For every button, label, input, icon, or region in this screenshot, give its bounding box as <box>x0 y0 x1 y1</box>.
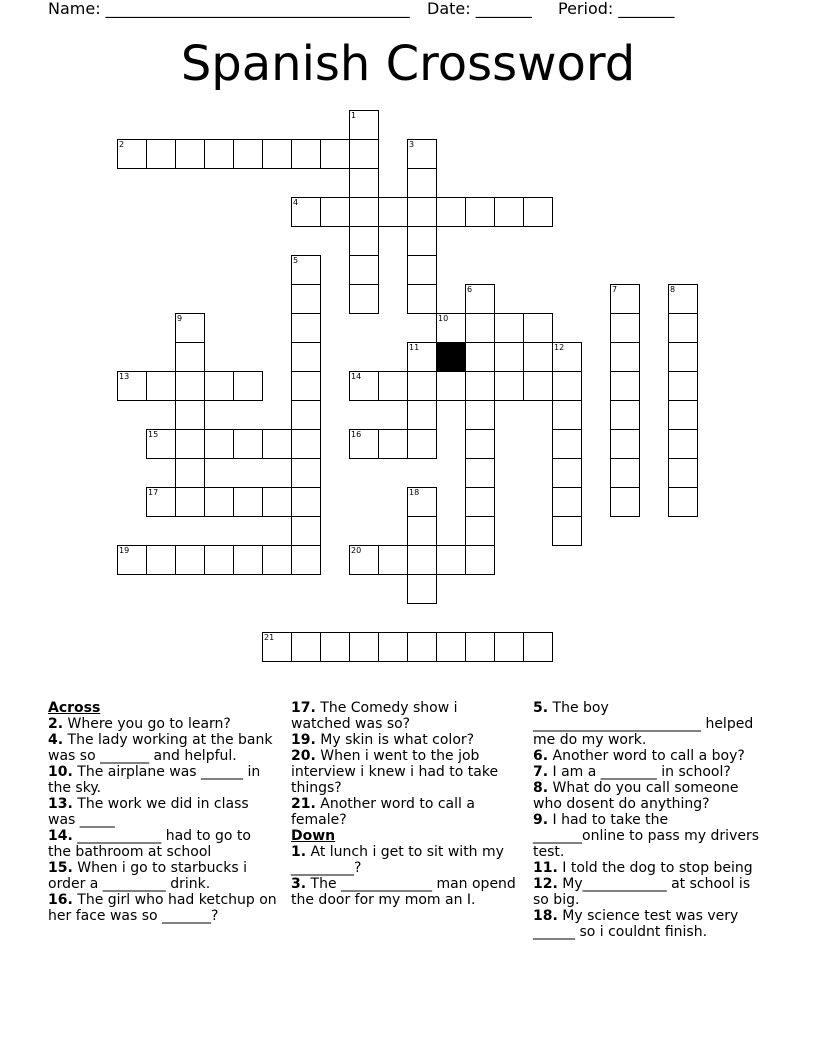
crossword-cell[interactable] <box>523 313 553 343</box>
crossword-cell[interactable] <box>610 429 640 459</box>
crossword-cell[interactable] <box>233 429 263 459</box>
crossword-cell[interactable] <box>291 516 321 546</box>
clue-text: The Comedy show i watched was so? <box>291 700 458 732</box>
crossword-cell[interactable] <box>291 400 321 430</box>
crossword-cell[interactable] <box>262 487 292 517</box>
crossword-cell[interactable] <box>668 342 698 372</box>
clue-number: 21. <box>291 796 316 812</box>
crossword-cell[interactable] <box>465 545 495 575</box>
clue-item <box>48 892 278 924</box>
crossword-cell[interactable] <box>407 168 437 198</box>
clue-column-1 <box>48 700 278 924</box>
crossword-cell[interactable] <box>378 197 408 227</box>
crossword-cell[interactable] <box>233 139 263 169</box>
clue-item <box>291 732 521 748</box>
crossword-cell[interactable] <box>610 313 640 343</box>
crossword-cell[interactable] <box>378 545 408 575</box>
crossword-cell[interactable] <box>610 371 640 401</box>
clue-number: 13. <box>48 796 73 812</box>
crossword-cell[interactable] <box>233 545 263 575</box>
crossword-cell[interactable] <box>175 487 205 517</box>
clue-number: 8. <box>533 780 549 796</box>
crossword-cell[interactable] <box>465 313 495 343</box>
crossword-cell[interactable] <box>465 458 495 488</box>
crossword-cell[interactable] <box>291 139 321 169</box>
crossword-cell[interactable] <box>175 371 205 401</box>
crossword-cell[interactable] <box>494 197 524 227</box>
cell-number: 11 <box>409 343 420 352</box>
crossword-cell[interactable] <box>552 371 582 401</box>
crossword-cell[interactable] <box>407 255 437 285</box>
cell-number: 5 <box>293 256 299 265</box>
clue-text: Another word to call a boy? <box>552 748 745 764</box>
clue-item <box>48 828 278 860</box>
crossword-cell[interactable] <box>378 371 408 401</box>
crossword-cell[interactable] <box>436 197 466 227</box>
shaded-cell <box>436 342 466 372</box>
crossword-cell[interactable] <box>291 632 321 662</box>
clue-item <box>533 908 763 940</box>
date-field-label: Date: _______ <box>427 0 532 18</box>
cell-number: 8 <box>670 285 676 294</box>
crossword-cell[interactable] <box>349 168 379 198</box>
clue-number: 5. <box>533 700 549 716</box>
crossword-cell[interactable] <box>175 545 205 575</box>
crossword-cell[interactable] <box>552 458 582 488</box>
clue-item <box>533 876 763 908</box>
crossword-cell[interactable] <box>494 371 524 401</box>
clue-number: 17. <box>291 700 316 716</box>
crossword-cell[interactable] <box>233 487 263 517</box>
clue-item <box>533 780 763 812</box>
crossword-cell[interactable] <box>175 139 205 169</box>
crossword-cell[interactable] <box>349 284 379 314</box>
clue-number: 15. <box>48 860 73 876</box>
crossword-cell[interactable] <box>668 458 698 488</box>
crossword-cell[interactable] <box>407 197 437 227</box>
clue-number: 14. <box>48 828 73 844</box>
cell-number: 2 <box>119 140 125 149</box>
clue-number: 10. <box>48 764 73 780</box>
down-heading: Down <box>291 828 336 844</box>
crossword-cell[interactable] <box>668 429 698 459</box>
crossword-cell[interactable] <box>610 458 640 488</box>
cell-number: 16 <box>351 430 362 439</box>
clue-item <box>48 796 278 828</box>
crossword-cell[interactable] <box>407 400 437 430</box>
clue-text: I had to take the _______online to pass my drivers test. <box>533 812 760 860</box>
crossword-cell[interactable] <box>407 284 437 314</box>
clue-text: When i go to starbucks i order a _________ drink. <box>48 860 247 892</box>
crossword-cell[interactable] <box>262 429 292 459</box>
clue-item <box>291 700 521 732</box>
crossword-cell[interactable] <box>494 342 524 372</box>
crossword-cell[interactable] <box>204 487 234 517</box>
crossword-cell[interactable] <box>204 371 234 401</box>
cell-number: 20 <box>351 546 362 555</box>
crossword-cell[interactable] <box>407 574 437 604</box>
crossword-cell[interactable] <box>668 487 698 517</box>
crossword-cell[interactable] <box>378 632 408 662</box>
crossword-cell[interactable] <box>349 632 379 662</box>
clue-column-3 <box>533 700 763 940</box>
crossword-cell[interactable] <box>610 487 640 517</box>
clue-item <box>533 860 763 876</box>
clue-item <box>533 748 763 764</box>
cell-number: 14 <box>351 372 362 381</box>
clue-item <box>291 876 521 908</box>
crossword-cell[interactable] <box>407 226 437 256</box>
crossword-cell[interactable] <box>407 516 437 546</box>
crossword-cell[interactable] <box>378 429 408 459</box>
clue-item <box>291 748 521 796</box>
clue-item <box>48 732 278 764</box>
crossword-cell[interactable] <box>552 429 582 459</box>
crossword-cell[interactable] <box>291 284 321 314</box>
clue-number: 6. <box>533 748 549 764</box>
crossword-cell[interactable] <box>668 313 698 343</box>
cell-number: 19 <box>119 546 130 555</box>
cell-number: 10 <box>438 314 449 323</box>
crossword-cell[interactable] <box>262 545 292 575</box>
period-field-label: Period: _______ <box>558 0 675 18</box>
cell-number: 4 <box>293 198 299 207</box>
crossword-cell[interactable] <box>349 139 379 169</box>
cell-number: 13 <box>119 372 130 381</box>
clue-number: 4. <box>48 732 64 748</box>
crossword-cell[interactable] <box>465 516 495 546</box>
clue-number: 2. <box>48 716 64 732</box>
clue-text: The _____________ man opend the door for my mom an I. <box>291 876 516 908</box>
crossword-cell[interactable] <box>146 545 176 575</box>
crossword-cell[interactable] <box>523 197 553 227</box>
clue-item <box>533 764 763 780</box>
name-field-label: Name: ______________________________________ <box>48 0 410 18</box>
clue-item <box>533 812 763 860</box>
crossword-cell[interactable] <box>175 342 205 372</box>
clue-number: 12. <box>533 876 558 892</box>
crossword-cell[interactable] <box>262 139 292 169</box>
crossword-cell[interactable] <box>349 226 379 256</box>
crossword-cell[interactable] <box>291 371 321 401</box>
crossword-cell[interactable] <box>494 313 524 343</box>
clue-text: At lunch i get to sit with my _________? <box>291 844 504 876</box>
crossword-cell[interactable] <box>291 342 321 372</box>
clue-number: 11. <box>533 860 558 876</box>
clue-item <box>291 844 521 876</box>
crossword-cell[interactable] <box>349 197 379 227</box>
across-heading: Across <box>48 700 101 716</box>
clue-text: What do you call someone who dosent do anything? <box>533 780 739 812</box>
cell-number: 9 <box>177 314 183 323</box>
clue-item <box>291 796 521 828</box>
clue-number: 3. <box>291 876 307 892</box>
crossword-cell[interactable] <box>204 429 234 459</box>
clue-text: I am a ________ in school? <box>552 764 731 780</box>
clue-column-2 <box>291 700 521 908</box>
crossword-cell[interactable] <box>552 400 582 430</box>
crossword-cell[interactable] <box>146 139 176 169</box>
clue-text: ____________ had to go to the bathroom at school <box>48 828 251 860</box>
cell-number: 15 <box>148 430 159 439</box>
crossword-cell[interactable] <box>494 632 524 662</box>
crossword-cell[interactable] <box>291 487 321 517</box>
clue-text: When i went to the job interview i knew i had to take things? <box>291 748 499 796</box>
crossword-cell[interactable] <box>465 632 495 662</box>
clue-item <box>48 716 278 732</box>
crossword-cell[interactable] <box>407 371 437 401</box>
cell-number: 7 <box>612 285 618 294</box>
cell-number: 18 <box>409 488 420 497</box>
cell-number: 6 <box>467 285 473 294</box>
cell-number: 17 <box>148 488 159 497</box>
crossword-cell[interactable] <box>523 371 553 401</box>
cell-number: 12 <box>554 343 565 352</box>
clue-text: My____________ at school is so big. <box>533 876 751 908</box>
clue-text: Another word to call a female? <box>291 796 475 828</box>
crossword-cell[interactable] <box>552 516 582 546</box>
clue-number: 19. <box>291 732 316 748</box>
clue-number: 16. <box>48 892 73 908</box>
crossword-cell[interactable] <box>668 400 698 430</box>
cell-number: 3 <box>409 140 415 149</box>
crossword-cell[interactable] <box>291 429 321 459</box>
crossword-cell[interactable] <box>407 545 437 575</box>
clue-number: 20. <box>291 748 316 764</box>
cell-number: 1 <box>351 111 357 120</box>
clue-text: Where you go to learn? <box>67 716 231 732</box>
crossword-cell[interactable] <box>175 429 205 459</box>
crossword-cell[interactable] <box>610 342 640 372</box>
cell-number: 21 <box>264 633 275 642</box>
clue-text: The girl who had ketchup on her face was so _______? <box>48 892 277 924</box>
crossword-cell[interactable] <box>320 632 350 662</box>
crossword-cell[interactable] <box>349 255 379 285</box>
crossword-cell[interactable] <box>320 197 350 227</box>
crossword-cell[interactable] <box>523 342 553 372</box>
crossword-cell[interactable] <box>523 632 553 662</box>
crossword-cell[interactable] <box>291 458 321 488</box>
crossword-cell[interactable] <box>465 487 495 517</box>
crossword-cell[interactable] <box>320 139 350 169</box>
clue-text: The airplane was ______ in the sky. <box>48 764 261 796</box>
crossword-cell[interactable] <box>552 487 582 517</box>
clue-number: 18. <box>533 908 558 924</box>
clue-item <box>48 764 278 796</box>
clue-text: The lady working at the bank was so _______ and helpful. <box>48 732 273 764</box>
crossword-cell[interactable] <box>175 400 205 430</box>
crossword-cell[interactable] <box>465 429 495 459</box>
crossword-cell[interactable] <box>610 400 640 430</box>
clue-item <box>533 700 763 748</box>
crossword-cell[interactable] <box>175 458 205 488</box>
clue-number: 1. <box>291 844 307 860</box>
clue-text: The work we did in class was _____ <box>48 796 249 828</box>
clue-text: My science test was very ______ so i couldnt finish. <box>533 908 739 940</box>
crossword-cell[interactable] <box>291 313 321 343</box>
page-title: Spanish Crossword <box>180 36 636 92</box>
crossword-cell[interactable] <box>233 371 263 401</box>
crossword-cell[interactable] <box>407 429 437 459</box>
crossword-cell[interactable] <box>436 371 466 401</box>
clue-text: My skin is what color? <box>320 732 475 748</box>
crossword-cell[interactable] <box>291 545 321 575</box>
crossword-cell[interactable] <box>436 545 466 575</box>
clue-text: I told the dog to stop being <box>562 860 753 876</box>
clue-item <box>48 860 278 892</box>
crossword-cell[interactable] <box>465 371 495 401</box>
clue-number: 9. <box>533 812 549 828</box>
crossword-cell[interactable] <box>407 632 437 662</box>
clue-text: The boy ________________________ helped me do my work. <box>533 700 754 748</box>
crossword-cell[interactable] <box>204 139 234 169</box>
crossword-cell[interactable] <box>204 545 234 575</box>
crossword-cell[interactable] <box>436 632 466 662</box>
crossword-cell[interactable] <box>465 342 495 372</box>
crossword-cell[interactable] <box>668 371 698 401</box>
crossword-cell[interactable] <box>465 400 495 430</box>
crossword-cell[interactable] <box>465 197 495 227</box>
crossword-cell[interactable] <box>146 371 176 401</box>
clue-number: 7. <box>533 764 549 780</box>
